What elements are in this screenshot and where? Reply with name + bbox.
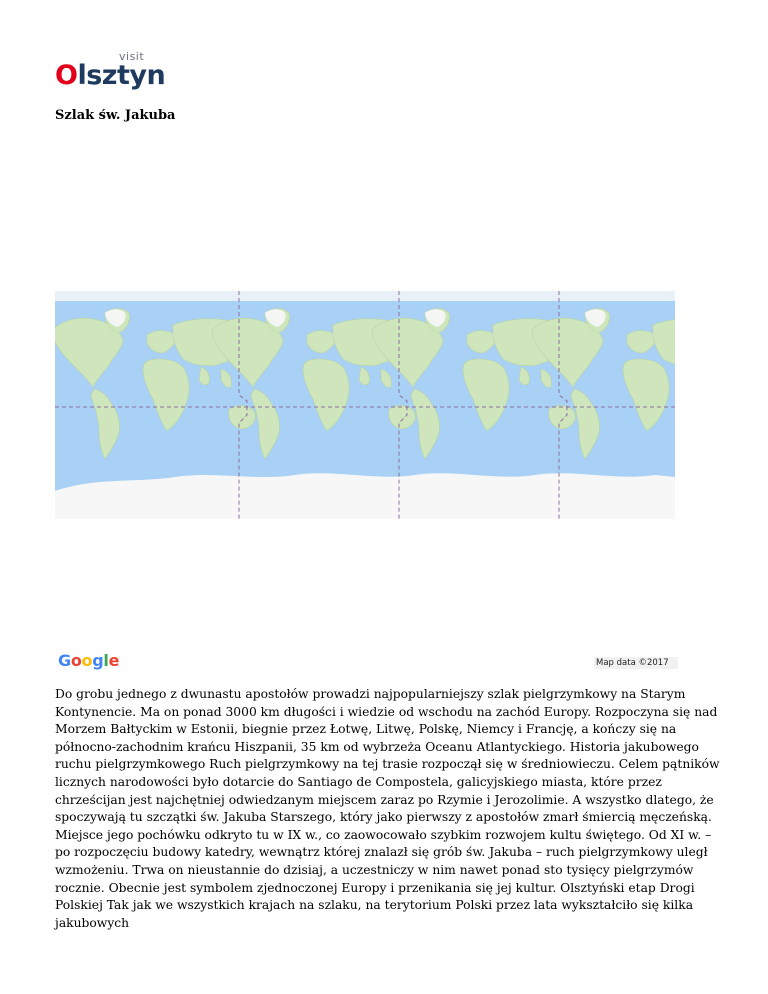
- article-body: Do grobu jednego z dwunastu apostołów prowadzi najpopularniejszy szlak pielgrzymkowy na Starym Kontynencie. Ma on ponad 3000 km długości i wiedzie od wschodu na zachód Europy. Rozpoczyna się nad Morzem Bałtyckim w Estonii, biegnie przez Łotwę, Litwę, Polskę, Niemcy i Francję, a kończy się na północno-zachodnim krańcu Hiszpanii, 35 km od wybrzeża Oceanu Atlantyckiego. Historia jakubowego ruchu pielgrzymkowego Ruch pielgrzymkowy na tej trasie rozpoczął się w średniowieczu. Celem pątników licznych narodowości było dotarcie do Santiago de Compostela, galicyjskiego miasta, które przez chrześcijan jest najchętniej odwiedzanym miejscem zaraz po Rzymie i Jerozolimie. A wszystko dlatego, że spoczywają tu szczątki św. Jakuba Starszego, który jako pierwszy z apostołów zmarł śmiercią męczeńską. Miejsce jego pochówku odkryto tu w IX w., co zaowocowało szybkim rozwojem kultu świętego. Od XI w. – po rozpoczęciu budowy katedry, wewnątrz której znalazł się grób św. Jakuba – ruch pielgrzymkowy uległ wzmożeniu. Trwa on nieustannie do dzisiaj, a uczestniczy w nim nawet ponad sto tysięcy pielgrzymów rocznie. Obecnie jest symbolem zjednoczonej Europy i przenikania się jej kultur. Olsztyński etap Drogi Polskiej Tak jak we wszystkich krajach na szlaku, na terytorium Polski przez lata wykształciło się kilka jakubowych: [55, 687, 720, 930]
- logo-accent-letter: O: [55, 60, 78, 91]
- page-title: Szlak św. Jakuba: [55, 108, 176, 123]
- map-data-attribution[interactable]: Map data ©2017: [594, 657, 678, 669]
- google-logo[interactable]: Google: [58, 651, 120, 670]
- site-logo[interactable]: [55, 50, 166, 92]
- map-embed[interactable]: [55, 291, 675, 519]
- logo-visit-text: visit: [119, 50, 145, 63]
- logo-wordmark-rest: lsztyn: [77, 60, 166, 91]
- logo-wordmark: [55, 60, 165, 91]
- world-map-icon: [55, 291, 675, 519]
